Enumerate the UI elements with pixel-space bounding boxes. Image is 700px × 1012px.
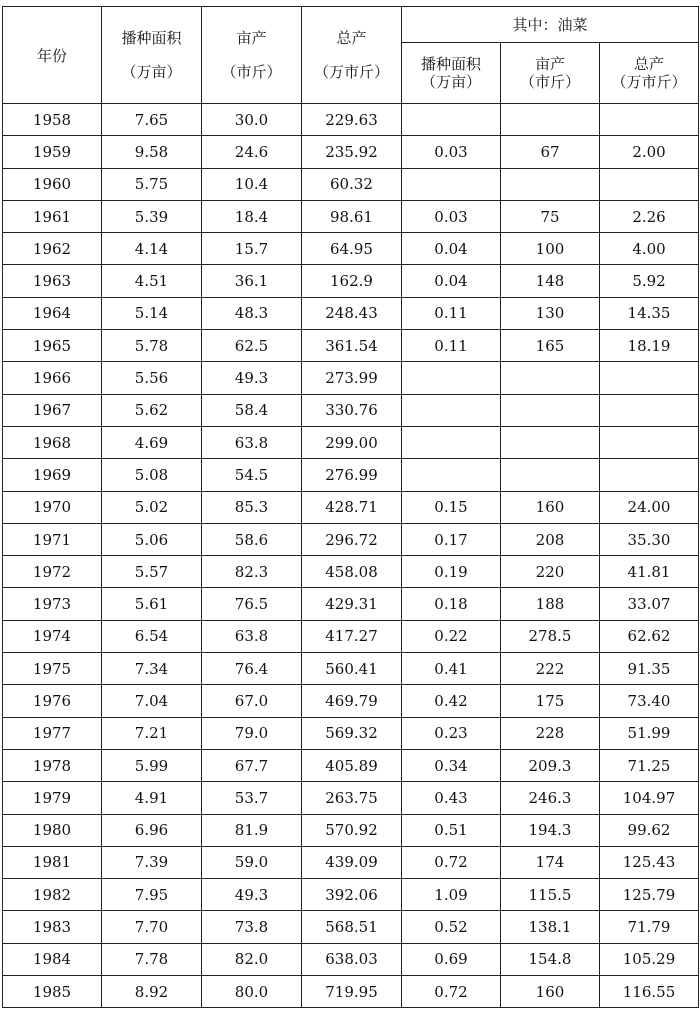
table-row — [3, 846, 699, 878]
year-cell: 1978 — [3, 749, 102, 781]
total-cell: 299.00 — [302, 426, 402, 458]
year-cell: 1979 — [3, 782, 102, 814]
rapeseed-yield-cell: 115.5 — [501, 879, 600, 911]
rapeseed-total-cell: 4.00 — [600, 233, 699, 265]
rapeseed-yield-cell: 278.5 — [501, 620, 600, 652]
yield-cell: 85.3 — [202, 491, 302, 523]
rapeseed-total-cell — [600, 426, 699, 458]
total-cell: 64.95 — [302, 233, 402, 265]
header-group-rapeseed: 其中：油菜 — [402, 7, 699, 43]
year-cell: 1970 — [3, 491, 102, 523]
rapeseed-area-cell: 0.23 — [402, 717, 501, 749]
table-row — [3, 136, 699, 168]
total-cell: 248.43 — [302, 297, 402, 329]
rapeseed-total-cell: 2.26 — [600, 200, 699, 232]
table-row — [3, 459, 699, 491]
area-cell: 5.56 — [102, 362, 202, 394]
table-row — [3, 330, 699, 362]
yield-cell: 79.0 — [202, 717, 302, 749]
area-cell: 7.39 — [102, 846, 202, 878]
rapeseed-yield-cell: 148 — [501, 265, 600, 297]
rapeseed-yield-cell: 165 — [501, 330, 600, 362]
table-row — [3, 814, 699, 846]
rapeseed-total-cell: 33.07 — [600, 588, 699, 620]
area-cell: 4.69 — [102, 426, 202, 458]
yield-cell: 62.5 — [202, 330, 302, 362]
year-cell: 1958 — [3, 104, 102, 136]
yield-cell: 81.9 — [202, 814, 302, 846]
year-cell: 1982 — [3, 879, 102, 911]
area-cell: 5.62 — [102, 394, 202, 426]
total-cell: 638.03 — [302, 943, 402, 975]
total-cell: 330.76 — [302, 394, 402, 426]
rapeseed-area-cell: 0.72 — [402, 976, 501, 1008]
total-cell: 162.9 — [302, 265, 402, 297]
rapeseed-total-cell: 125.79 — [600, 879, 699, 911]
table-row — [3, 685, 699, 717]
table-row — [3, 168, 699, 200]
rapeseed-yield-cell: 228 — [501, 717, 600, 749]
area-cell: 7.95 — [102, 879, 202, 911]
rapeseed-total-cell: 62.62 — [600, 620, 699, 652]
year-cell: 1961 — [3, 200, 102, 232]
header-sub-yield-unit: （市斤） — [519, 73, 580, 91]
area-cell: 8.92 — [102, 976, 202, 1008]
area-cell: 4.91 — [102, 782, 202, 814]
header-sub-total — [600, 43, 699, 104]
total-cell: 229.63 — [302, 104, 402, 136]
year-cell: 1977 — [3, 717, 102, 749]
year-cell: 1983 — [3, 911, 102, 943]
total-cell: 570.92 — [302, 814, 402, 846]
year-cell: 1966 — [3, 362, 102, 394]
yield-cell: 49.3 — [202, 362, 302, 394]
table-row — [3, 879, 699, 911]
header-total — [302, 7, 402, 104]
total-cell: 439.09 — [302, 846, 402, 878]
header-total-unit: （万市斤） — [313, 63, 389, 81]
rapeseed-area-cell — [402, 168, 501, 200]
rapeseed-area-cell — [402, 104, 501, 136]
rapeseed-total-cell: 73.40 — [600, 685, 699, 717]
area-cell: 5.61 — [102, 588, 202, 620]
rapeseed-yield-cell — [501, 168, 600, 200]
yield-cell: 48.3 — [202, 297, 302, 329]
header-sub-total-label: 总产 — [634, 55, 665, 73]
area-cell: 4.51 — [102, 265, 202, 297]
yield-cell: 49.3 — [202, 879, 302, 911]
rapeseed-yield-cell — [501, 362, 600, 394]
table-row — [3, 233, 699, 265]
total-cell: 361.54 — [302, 330, 402, 362]
rapeseed-area-cell: 0.03 — [402, 200, 501, 232]
area-cell: 9.58 — [102, 136, 202, 168]
year-cell: 1981 — [3, 846, 102, 878]
table-header — [3, 7, 699, 104]
table-row — [3, 749, 699, 781]
rapeseed-total-cell — [600, 394, 699, 426]
yield-cell: 82.3 — [202, 556, 302, 588]
yield-cell: 58.6 — [202, 523, 302, 555]
table-row — [3, 911, 699, 943]
yield-cell: 80.0 — [202, 976, 302, 1008]
table-row — [3, 104, 699, 136]
rapeseed-area-cell: 0.04 — [402, 265, 501, 297]
rapeseed-yield-cell — [501, 394, 600, 426]
area-cell: 7.21 — [102, 717, 202, 749]
table-row — [3, 491, 699, 523]
rapeseed-total-cell: 24.00 — [600, 491, 699, 523]
table-row — [3, 523, 699, 555]
rapeseed-total-cell: 125.43 — [600, 846, 699, 878]
rapeseed-total-cell: 116.55 — [600, 976, 699, 1008]
year-cell: 1964 — [3, 297, 102, 329]
yield-cell: 63.8 — [202, 620, 302, 652]
rapeseed-area-cell: 0.69 — [402, 943, 501, 975]
rapeseed-yield-cell: 209.3 — [501, 749, 600, 781]
year-cell: 1980 — [3, 814, 102, 846]
year-cell: 1972 — [3, 556, 102, 588]
rapeseed-area-cell: 0.51 — [402, 814, 501, 846]
table-row — [3, 620, 699, 652]
rapeseed-area-cell: 0.42 — [402, 685, 501, 717]
table-row — [3, 588, 699, 620]
rapeseed-yield-cell: 208 — [501, 523, 600, 555]
rapeseed-area-cell: 0.18 — [402, 588, 501, 620]
rapeseed-total-cell: 14.35 — [600, 297, 699, 329]
area-cell: 4.14 — [102, 233, 202, 265]
rapeseed-total-cell — [600, 104, 699, 136]
rapeseed-total-cell: 35.30 — [600, 523, 699, 555]
area-cell: 5.06 — [102, 523, 202, 555]
yield-cell: 24.6 — [202, 136, 302, 168]
header-yield — [202, 7, 302, 104]
rapeseed-total-cell: 71.25 — [600, 749, 699, 781]
yield-cell: 36.1 — [202, 265, 302, 297]
rapeseed-total-cell: 105.29 — [600, 943, 699, 975]
yield-cell: 15.7 — [202, 233, 302, 265]
total-cell: 428.71 — [302, 491, 402, 523]
rapeseed-yield-cell: 246.3 — [501, 782, 600, 814]
oil-crop-statistics-table — [2, 6, 699, 1008]
total-cell: 405.89 — [302, 749, 402, 781]
header-yield-label: 亩产 — [236, 29, 267, 47]
table-body — [3, 104, 699, 1008]
yield-cell: 82.0 — [202, 943, 302, 975]
total-cell: 235.92 — [302, 136, 402, 168]
table-row — [3, 297, 699, 329]
table-row — [3, 943, 699, 975]
rapeseed-yield-cell: 130 — [501, 297, 600, 329]
year-cell: 1973 — [3, 588, 102, 620]
year-cell: 1974 — [3, 620, 102, 652]
rapeseed-area-cell — [402, 394, 501, 426]
rapeseed-area-cell: 0.04 — [402, 233, 501, 265]
rapeseed-total-cell: 51.99 — [600, 717, 699, 749]
rapeseed-area-cell: 1.09 — [402, 879, 501, 911]
rapeseed-yield-cell: 160 — [501, 491, 600, 523]
yield-cell: 67.7 — [202, 749, 302, 781]
year-cell: 1971 — [3, 523, 102, 555]
rapeseed-yield-cell: 100 — [501, 233, 600, 265]
year-cell: 1985 — [3, 976, 102, 1008]
rapeseed-yield-cell — [501, 459, 600, 491]
table-row — [3, 394, 699, 426]
rapeseed-total-cell — [600, 168, 699, 200]
rapeseed-yield-cell: 160 — [501, 976, 600, 1008]
rapeseed-area-cell: 0.11 — [402, 330, 501, 362]
year-cell: 1976 — [3, 685, 102, 717]
rapeseed-area-cell — [402, 459, 501, 491]
rapeseed-yield-cell — [501, 426, 600, 458]
rapeseed-yield-cell: 194.3 — [501, 814, 600, 846]
rapeseed-area-cell: 0.52 — [402, 911, 501, 943]
year-cell: 1968 — [3, 426, 102, 458]
area-cell: 5.57 — [102, 556, 202, 588]
total-cell: 392.06 — [302, 879, 402, 911]
yield-cell: 10.4 — [202, 168, 302, 200]
total-cell: 569.32 — [302, 717, 402, 749]
yield-cell: 76.4 — [202, 653, 302, 685]
total-cell: 263.75 — [302, 782, 402, 814]
rapeseed-total-cell: 91.35 — [600, 653, 699, 685]
table-row — [3, 976, 699, 1008]
year-cell: 1962 — [3, 233, 102, 265]
rapeseed-total-cell — [600, 362, 699, 394]
area-cell: 7.04 — [102, 685, 202, 717]
header-sub-area-label: 播种面积 — [420, 55, 481, 73]
rapeseed-area-cell: 0.43 — [402, 782, 501, 814]
rapeseed-yield-cell: 75 — [501, 200, 600, 232]
rapeseed-area-cell: 0.34 — [402, 749, 501, 781]
area-cell: 7.78 — [102, 943, 202, 975]
header-area-unit: （万亩） — [121, 63, 182, 81]
yield-cell: 30.0 — [202, 104, 302, 136]
total-cell: 429.31 — [302, 588, 402, 620]
area-cell: 7.34 — [102, 653, 202, 685]
rapeseed-total-cell: 18.19 — [600, 330, 699, 362]
rapeseed-area-cell: 0.19 — [402, 556, 501, 588]
header-area — [102, 7, 202, 104]
total-cell: 469.79 — [302, 685, 402, 717]
rapeseed-yield-cell: 67 — [501, 136, 600, 168]
total-cell: 560.41 — [302, 653, 402, 685]
year-cell: 1965 — [3, 330, 102, 362]
rapeseed-area-cell — [402, 426, 501, 458]
table-row — [3, 200, 699, 232]
area-cell: 6.96 — [102, 814, 202, 846]
rapeseed-area-cell: 0.15 — [402, 491, 501, 523]
header-area-label: 播种面积 — [121, 29, 182, 47]
year-cell: 1969 — [3, 459, 102, 491]
rapeseed-area-cell — [402, 362, 501, 394]
yield-cell: 54.5 — [202, 459, 302, 491]
area-cell: 5.14 — [102, 297, 202, 329]
area-cell: 5.75 — [102, 168, 202, 200]
table-row — [3, 362, 699, 394]
header-total-label: 总产 — [336, 29, 367, 47]
area-cell: 5.99 — [102, 749, 202, 781]
header-sub-yield-label: 亩产 — [534, 55, 565, 73]
header-sub-area — [402, 43, 501, 104]
total-cell: 273.99 — [302, 362, 402, 394]
rapeseed-yield-cell: 220 — [501, 556, 600, 588]
total-cell: 98.61 — [302, 200, 402, 232]
total-cell: 276.99 — [302, 459, 402, 491]
total-cell: 719.95 — [302, 976, 402, 1008]
year-cell: 1959 — [3, 136, 102, 168]
yield-cell: 53.7 — [202, 782, 302, 814]
header-year: 年份 — [3, 7, 102, 104]
year-cell: 1984 — [3, 943, 102, 975]
year-cell: 1975 — [3, 653, 102, 685]
header-sub-total-unit: （万市斤） — [611, 73, 687, 91]
rapeseed-area-cell: 0.72 — [402, 846, 501, 878]
rapeseed-yield-cell: 138.1 — [501, 911, 600, 943]
area-cell: 7.65 — [102, 104, 202, 136]
year-cell: 1967 — [3, 394, 102, 426]
area-cell: 5.39 — [102, 200, 202, 232]
rapeseed-yield-cell: 175 — [501, 685, 600, 717]
table-row — [3, 717, 699, 749]
rapeseed-total-cell: 5.92 — [600, 265, 699, 297]
table-row — [3, 426, 699, 458]
header-row-top — [3, 7, 699, 43]
area-cell: 7.70 — [102, 911, 202, 943]
rapeseed-area-cell: 0.11 — [402, 297, 501, 329]
rapeseed-area-cell: 0.03 — [402, 136, 501, 168]
table-row — [3, 782, 699, 814]
yield-cell: 76.5 — [202, 588, 302, 620]
yield-cell: 63.8 — [202, 426, 302, 458]
yield-cell: 67.0 — [202, 685, 302, 717]
rapeseed-total-cell: 71.79 — [600, 911, 699, 943]
area-cell: 5.08 — [102, 459, 202, 491]
area-cell: 6.54 — [102, 620, 202, 652]
yield-cell: 59.0 — [202, 846, 302, 878]
rapeseed-yield-cell: 174 — [501, 846, 600, 878]
year-cell: 1963 — [3, 265, 102, 297]
yield-cell: 58.4 — [202, 394, 302, 426]
rapeseed-yield-cell: 222 — [501, 653, 600, 685]
rapeseed-area-cell: 0.22 — [402, 620, 501, 652]
table-row — [3, 265, 699, 297]
year-cell: 1960 — [3, 168, 102, 200]
rapeseed-yield-cell — [501, 104, 600, 136]
yield-cell: 73.8 — [202, 911, 302, 943]
header-sub-yield — [501, 43, 600, 104]
total-cell: 568.51 — [302, 911, 402, 943]
rapeseed-total-cell: 41.81 — [600, 556, 699, 588]
rapeseed-area-cell: 0.41 — [402, 653, 501, 685]
area-cell: 5.02 — [102, 491, 202, 523]
total-cell: 417.27 — [302, 620, 402, 652]
table-row — [3, 653, 699, 685]
rapeseed-total-cell: 2.00 — [600, 136, 699, 168]
total-cell: 296.72 — [302, 523, 402, 555]
total-cell: 60.32 — [302, 168, 402, 200]
rapeseed-total-cell — [600, 459, 699, 491]
header-sub-area-unit: （万亩） — [420, 73, 481, 91]
header-yield-unit: （市斤） — [221, 63, 282, 81]
table-row — [3, 556, 699, 588]
rapeseed-yield-cell: 188 — [501, 588, 600, 620]
rapeseed-total-cell: 99.62 — [600, 814, 699, 846]
rapeseed-total-cell: 104.97 — [600, 782, 699, 814]
yield-cell: 18.4 — [202, 200, 302, 232]
area-cell: 5.78 — [102, 330, 202, 362]
total-cell: 458.08 — [302, 556, 402, 588]
rapeseed-area-cell: 0.17 — [402, 523, 501, 555]
rapeseed-yield-cell: 154.8 — [501, 943, 600, 975]
